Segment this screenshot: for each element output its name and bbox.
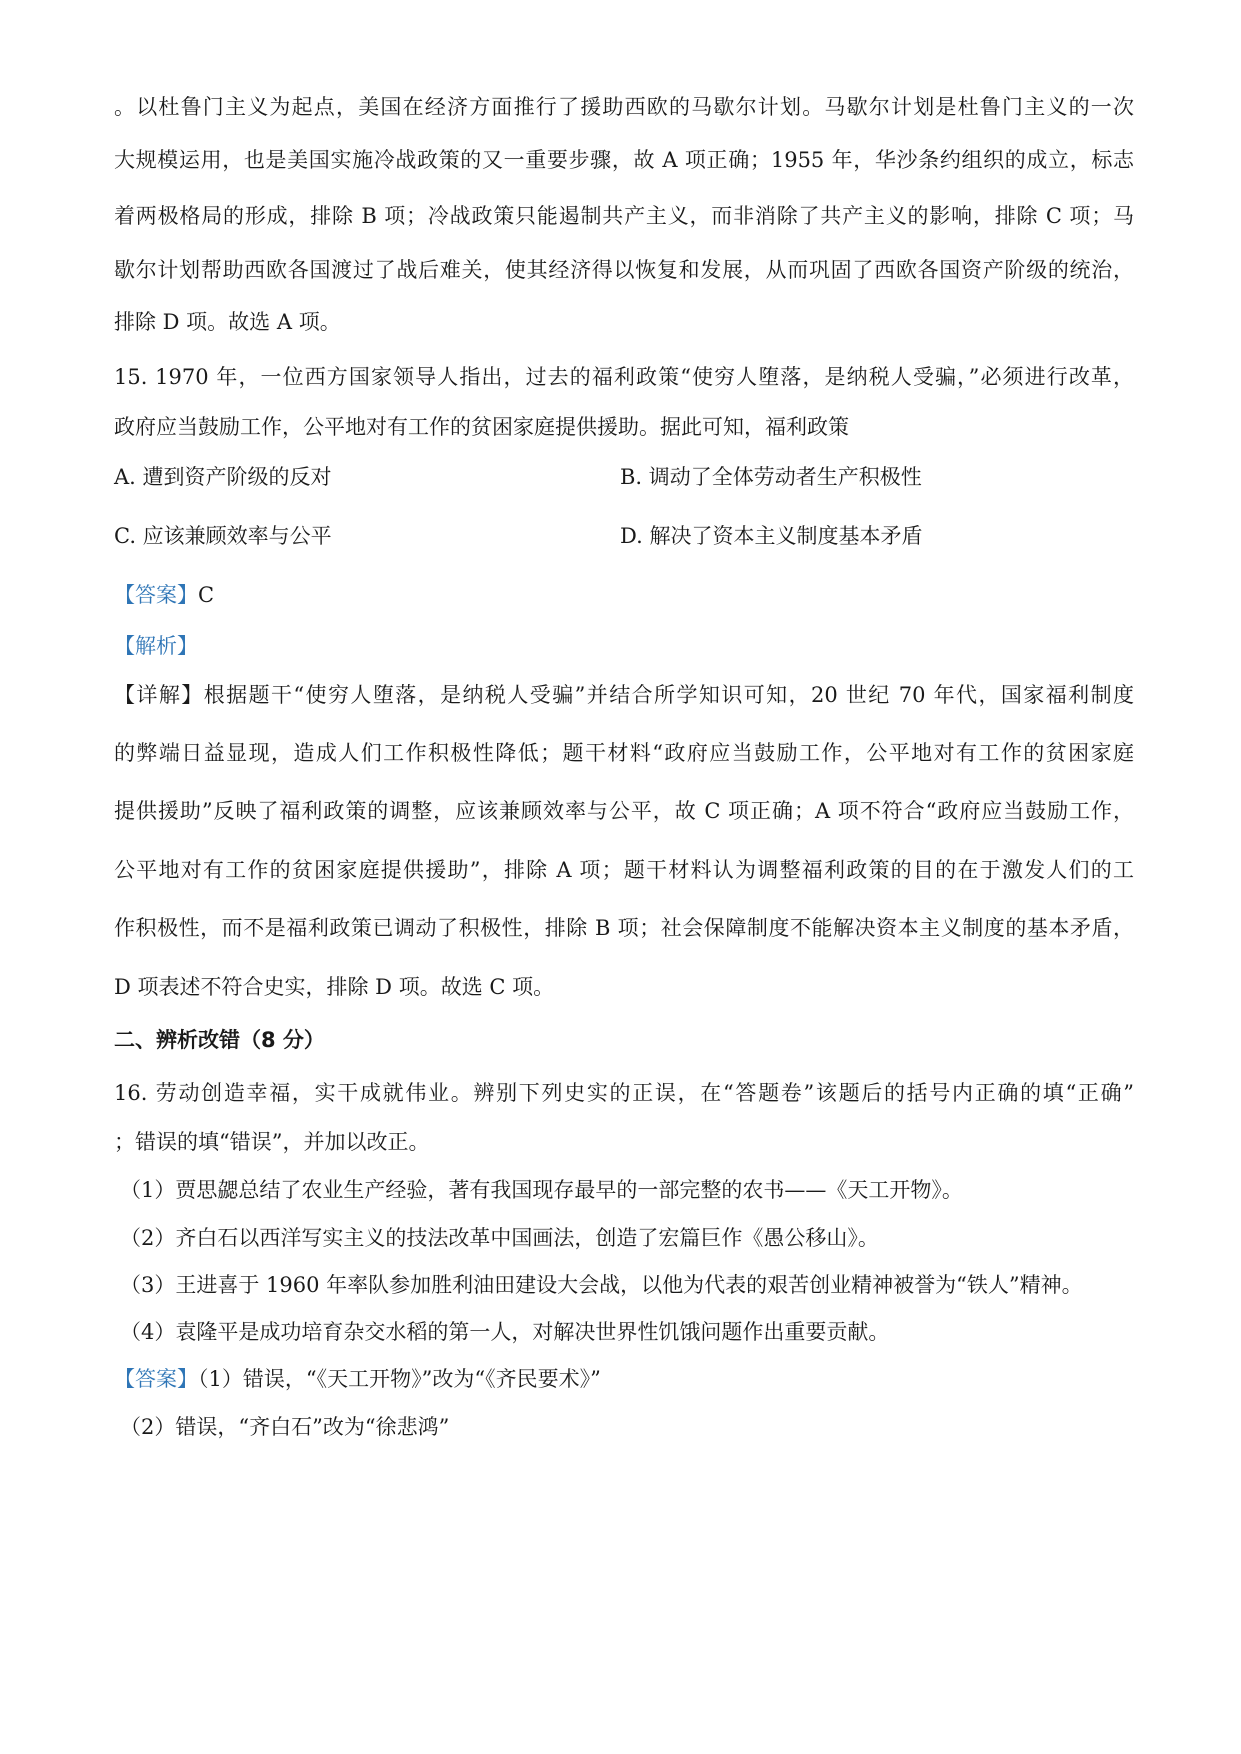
q15-detail-line: 【详解】根据题干“使穷人堕落，是纳税人受骗”并结合所学知识可知，20 世纪 70 年代，国家福利制度 xyxy=(114,683,1134,707)
explanation-line: 着两极格局的形成，排除 B 项；冷战政策只能遏制共产主义，而非消除了共产主义的影响，排除 C 项；马 xyxy=(114,204,1134,228)
q15-detail-line: D 项表述不符合史实，排除 D 项。故选 C 项。 xyxy=(114,975,555,999)
q16-item: （3）王进喜于 1960 年率队参加胜利油田建设大会战，以他为代表的艰苦创业精神被誉为“铁人”精神。 xyxy=(120,1273,1083,1297)
explanation-line: 大规模运用，也是美国实施冷战政策的又一重要步骤，故 A 项正确；1955 年，华沙条约组织的成立，标志 xyxy=(114,148,1134,172)
q15-detail-line: 作积极性，而不是福利政策已调动了积极性，排除 B 项；社会保障制度不能解决资本主义制度的基本矛盾， xyxy=(114,916,1134,940)
q15-answer xyxy=(114,580,1134,610)
q16-item: （2）齐白石以西洋写实主义的技法改革中国画法，创造了宏篇巨作《愚公移山》。 xyxy=(120,1226,879,1250)
q15-detail-line: 的弊端日益显现，造成人们工作积极性降低；题干材料“政府应当鼓励工作，公平地对有工作的贫困家庭 xyxy=(114,741,1134,765)
analysis-tag: 【解析】 xyxy=(114,634,198,658)
q15-stem-line: 政府应当鼓励工作，公平地对有工作的贫困家庭提供援助。据此可知，福利政策 xyxy=(114,415,849,439)
explanation-line: 排除 D 项。故选 A 项。 xyxy=(114,310,341,334)
answer-tag: 【答案】 xyxy=(114,1367,198,1391)
q16-stem-line: ；错误的填“错误”，并加以改正。 xyxy=(114,1130,430,1154)
q15-option-b: B. 调动了全体劳动者生产积极性 xyxy=(620,465,922,489)
q15-analysis xyxy=(114,631,1134,661)
q15-stem-line: 15. 1970 年，一位西方国家领导人指出，过去的福利政策“使穷人堕落，是纳税人受骗，”必须进行改革， xyxy=(114,365,1134,389)
q16-item: （1）贾思勰总结了农业生产经验，著有我国现存最早的一部完整的农书——《天工开物》。 xyxy=(120,1178,963,1202)
q15-option-d: D. 解决了资本主义制度基本矛盾 xyxy=(620,524,923,548)
q16-answer-line: （2）错误，“齐白石”改为“徐悲鸿” xyxy=(120,1415,450,1439)
explanation-line: 。以杜鲁门主义为起点，美国在经济方面推行了援助西欧的马歇尔计划。马歇尔计划是杜鲁门主义的一次 xyxy=(114,95,1134,119)
q15-detail-line: 提供援助”反映了福利政策的调整，应该兼顾效率与公平，故 C 项正确；A 项不符合“政府应当鼓励工作， xyxy=(114,799,1134,823)
q16-answer xyxy=(114,1364,1134,1394)
q15-option-a: A. 遭到资产阶级的反对 xyxy=(114,465,332,489)
answer-tag: 【答案】 xyxy=(114,583,198,607)
q16-stem-line: 16. 劳动创造幸福，实干成就伟业。辨别下列史实的正误，在“答题卷”该题后的括号内正确的填“正确” xyxy=(114,1081,1134,1105)
q15-option-c: C. 应该兼顾效率与公平 xyxy=(114,524,332,548)
q16-item: （4）袁隆平是成功培育杂交水稻的第一人，对解决世界性饥饿问题作出重要贡献。 xyxy=(120,1320,890,1344)
answer-value: C xyxy=(198,583,215,607)
q15-detail-line: 公平地对有工作的贫困家庭提供援助”，排除 A 项；题干材料认为调整福利政策的目的在于激发人们的工 xyxy=(114,858,1134,882)
section-heading: 二、辨析改错（8 分） xyxy=(114,1028,325,1052)
answer-line: （1）错误，“《天工开物》”改为“《齐民要术》” xyxy=(198,1367,601,1391)
explanation-line: 歇尔计划帮助西欧各国渡过了战后难关，使其经济得以恢复和发展，从而巩固了西欧各国资产阶级的统治， xyxy=(114,258,1134,282)
